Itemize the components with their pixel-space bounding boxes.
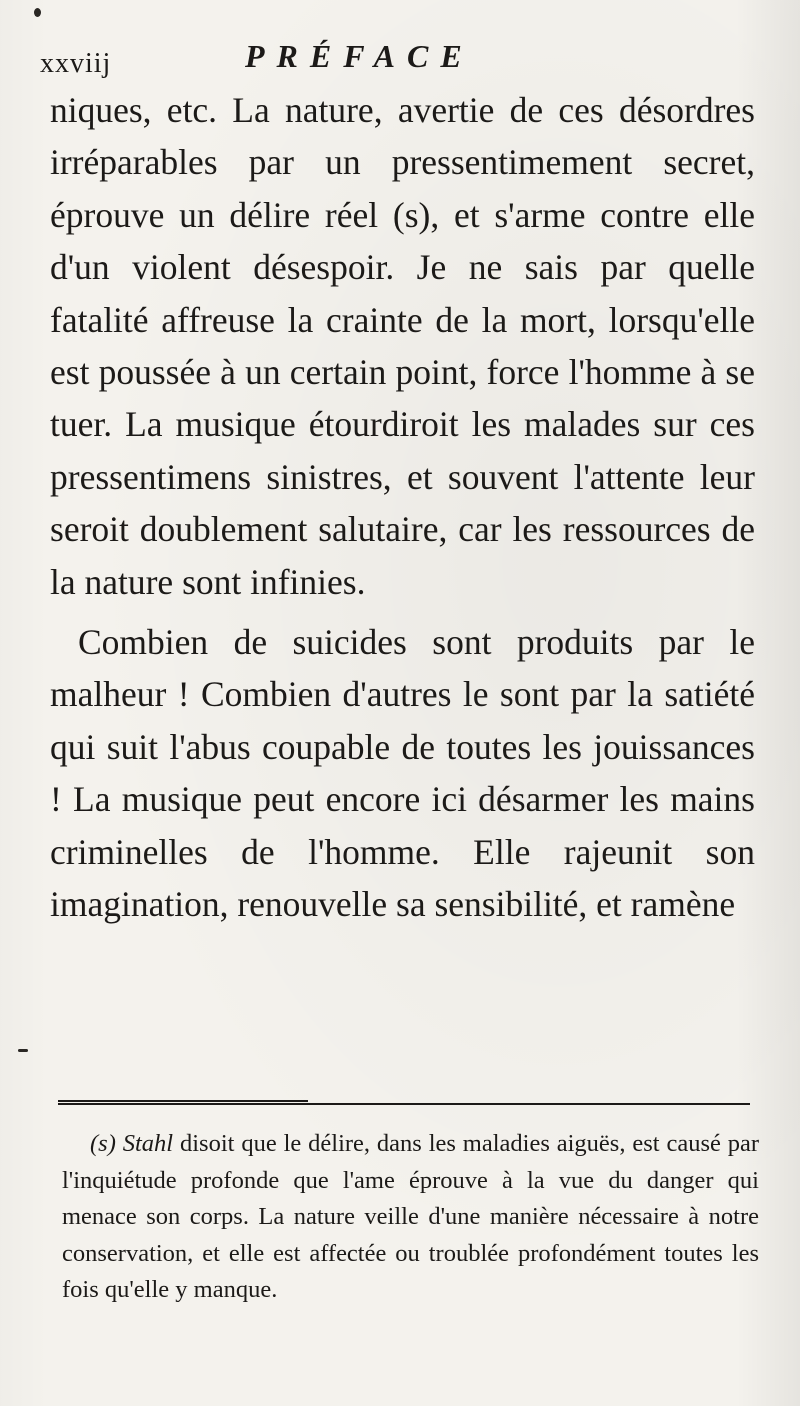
footnote-rule bbox=[58, 1103, 750, 1105]
footnote-text: disoit que le délire, dans les maladies aiguës, est causé par l'inquiétude profonde que l'ame éprouve à la vue du danger qui menace son corps. La nature veille d'une manière nécessaire à notre conservation, et elle est affectée ou troublée profondément toutes les fois qu'elle y manque. bbox=[62, 1130, 760, 1303]
paragraph-1: niques, etc. La nature, avertie de ces désordres irréparables par un pressentimement secret, éprouve un délire réel (s), et s'arme contre elle d'un violent désespoir. Je ne sais par quelle fatalité affreuse la crainte de la mort, lorsqu'elle est poussée à un certain point, force l'homme à se tuer. La musique étourdiroit les malades sur ces pressentimens sinistres, et souvent l'attente leur seroit doublement salutaire, car les ressources de la nature sont infinies. bbox=[50, 90, 755, 602]
page-number: xxviij bbox=[40, 48, 112, 79]
running-title: PRÉFACE bbox=[245, 38, 474, 74]
paragraph-2: Combien de suicides sont produits par le malheur ! Combien d'autres le sont par la satiété qui suit l'abus coupable de toutes les jouissances ! La musique peut encore ici désarmer les mains criminelles de l'homme. Elle rajeunit son imagination, renouvelle sa sensibilité, et ramène bbox=[50, 622, 755, 925]
footnote bbox=[62, 1126, 759, 1309]
running-head bbox=[40, 38, 760, 88]
footnote-paragraph bbox=[62, 1126, 759, 1309]
footnote-author: Stahl bbox=[122, 1130, 174, 1157]
footnote-marker: (s) bbox=[90, 1130, 116, 1157]
ink-speck bbox=[34, 8, 41, 17]
ink-speck bbox=[18, 1049, 28, 1052]
main-text bbox=[50, 84, 755, 931]
